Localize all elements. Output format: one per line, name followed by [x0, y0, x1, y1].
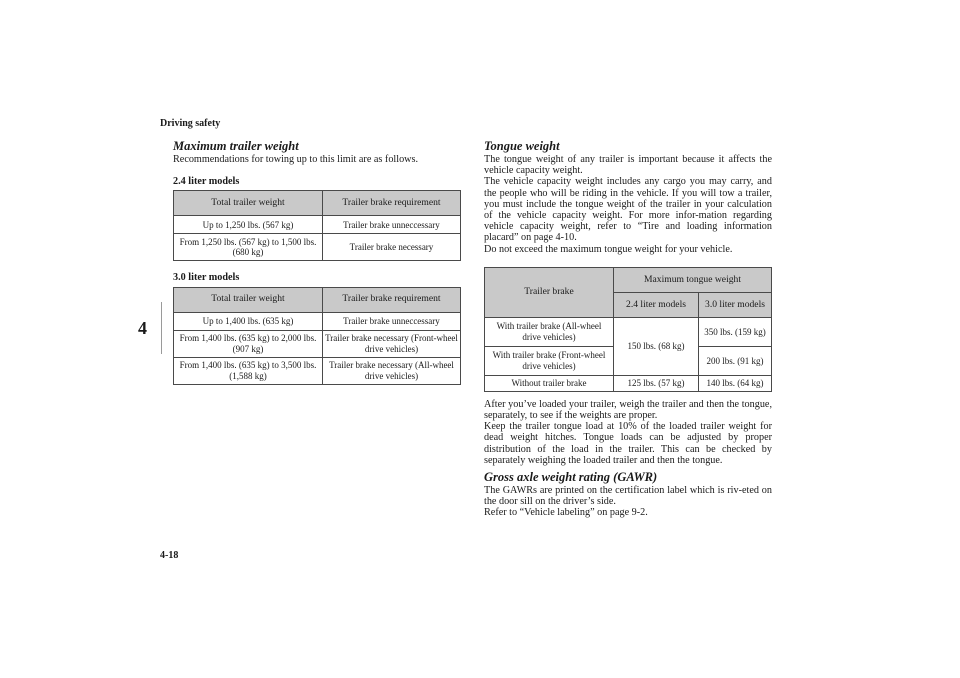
chapter-tab: 4 [128, 302, 162, 354]
table-cell: Trailer brake unneccessary [323, 216, 461, 234]
table-cell: Up to 1,250 lbs. (567 kg) [174, 216, 323, 234]
table2-heading: 3.0 liter models [173, 272, 240, 284]
table1-heading: 2.4 liter models [173, 176, 240, 188]
left-column [173, 139, 461, 385]
table-cell: With trailer brake (All-wheel drive vehicles) [485, 317, 614, 346]
table1-header-requirement: Trailer brake requirement [323, 191, 461, 216]
table-cell: Trailer brake necessary [323, 234, 461, 261]
table-cell: 150 lbs. (68 kg) [614, 317, 699, 375]
table-cell: Without trailer brake [485, 375, 614, 391]
table-cell: From 1,400 lbs. (635 kg) to 3,500 lbs. (1,588 kg) [174, 357, 323, 384]
header-trailer-brake: Trailer brake [485, 267, 614, 317]
section-title-gawr: Gross axle weight rating (GAWR) [484, 470, 658, 485]
paragraph: Keep the trailer tongue load at 10% of the loaded trailer weight for dead weight hitches. Tongue loads can be adjusted by proper distribution of the load in the trailer. This can be checked by separately weighing the loaded trailer and then the tongue. [484, 421, 772, 466]
table-cell: With trailer brake (Front-wheel drive vehicles) [485, 346, 614, 375]
table2-header-weight: Total trailer weight [174, 287, 323, 312]
paragraph: The GAWRs are printed on the certification label which is riv-eted on the door sill on the driver’s side. [484, 485, 772, 508]
page-number: 4-18 [160, 550, 179, 561]
intro-text: Recommendations for towing up to this limit are as follows. [173, 154, 419, 165]
table-cell: Trailer brake necessary (Front-wheel drive vehicles) [323, 330, 461, 357]
paragraph: After you’ve loaded your trailer, weigh the trailer and then the tongue, separately, to see if the weights are proper. [484, 398, 772, 422]
table-cell: 350 lbs. (159 kg) [699, 317, 772, 346]
table-cell: From 1,250 lbs. (567 kg) to 1,500 lbs. (680 kg) [174, 234, 323, 261]
table-2-4-liter [173, 190, 461, 261]
table-cell: 140 lbs. (64 kg) [699, 375, 772, 391]
header-max-tongue-weight: Maximum tongue weight [614, 267, 772, 292]
table-cell: Trailer brake unneccessary [323, 312, 461, 330]
section-title-tongue-weight: Tongue weight [484, 139, 560, 153]
table-cell: From 1,400 lbs. (635 kg) to 2,000 lbs. (907 kg) [174, 330, 323, 357]
running-header: Driving safety [160, 118, 221, 129]
table-3-0-liter [173, 287, 461, 385]
header-3-0-liter: 3.0 liter models [699, 292, 772, 317]
section-title-max-trailer-weight: Maximum trailer weight [173, 139, 299, 153]
table-cell: 125 lbs. (57 kg) [614, 375, 699, 391]
tongue-weight-table [484, 267, 772, 392]
table2-header-requirement: Trailer brake requirement [323, 287, 461, 312]
table-cell: Up to 1,400 lbs. (635 kg) [174, 312, 323, 330]
right-column [484, 139, 772, 519]
table-cell: Trailer brake necessary (All-wheel drive vehicles) [323, 357, 461, 384]
header-2-4-liter: 2.4 liter models [614, 292, 699, 317]
table-cell: 200 lbs. (91 kg) [699, 346, 772, 375]
paragraph: Do not exceed the maximum tongue weight for your vehicle. [484, 243, 733, 255]
paragraph: The vehicle capacity weight includes any cargo you may carry, and the people who will be riding in the vehicle. If you will tow a trailer, you must include the tongue weight of the trailer in your calculation of the vehicle capacity weight. For more infor-mation regarding vehicle capacity weight, refer to “Tire and loading information placard” on page 4-10. [484, 176, 772, 244]
table1-header-weight: Total trailer weight [174, 191, 323, 216]
paragraph: The tongue weight of any trailer is important because it affects the vehicle capacity weight. [484, 154, 772, 177]
paragraph: Refer to “Vehicle labeling” on page 9-2. [484, 507, 648, 519]
